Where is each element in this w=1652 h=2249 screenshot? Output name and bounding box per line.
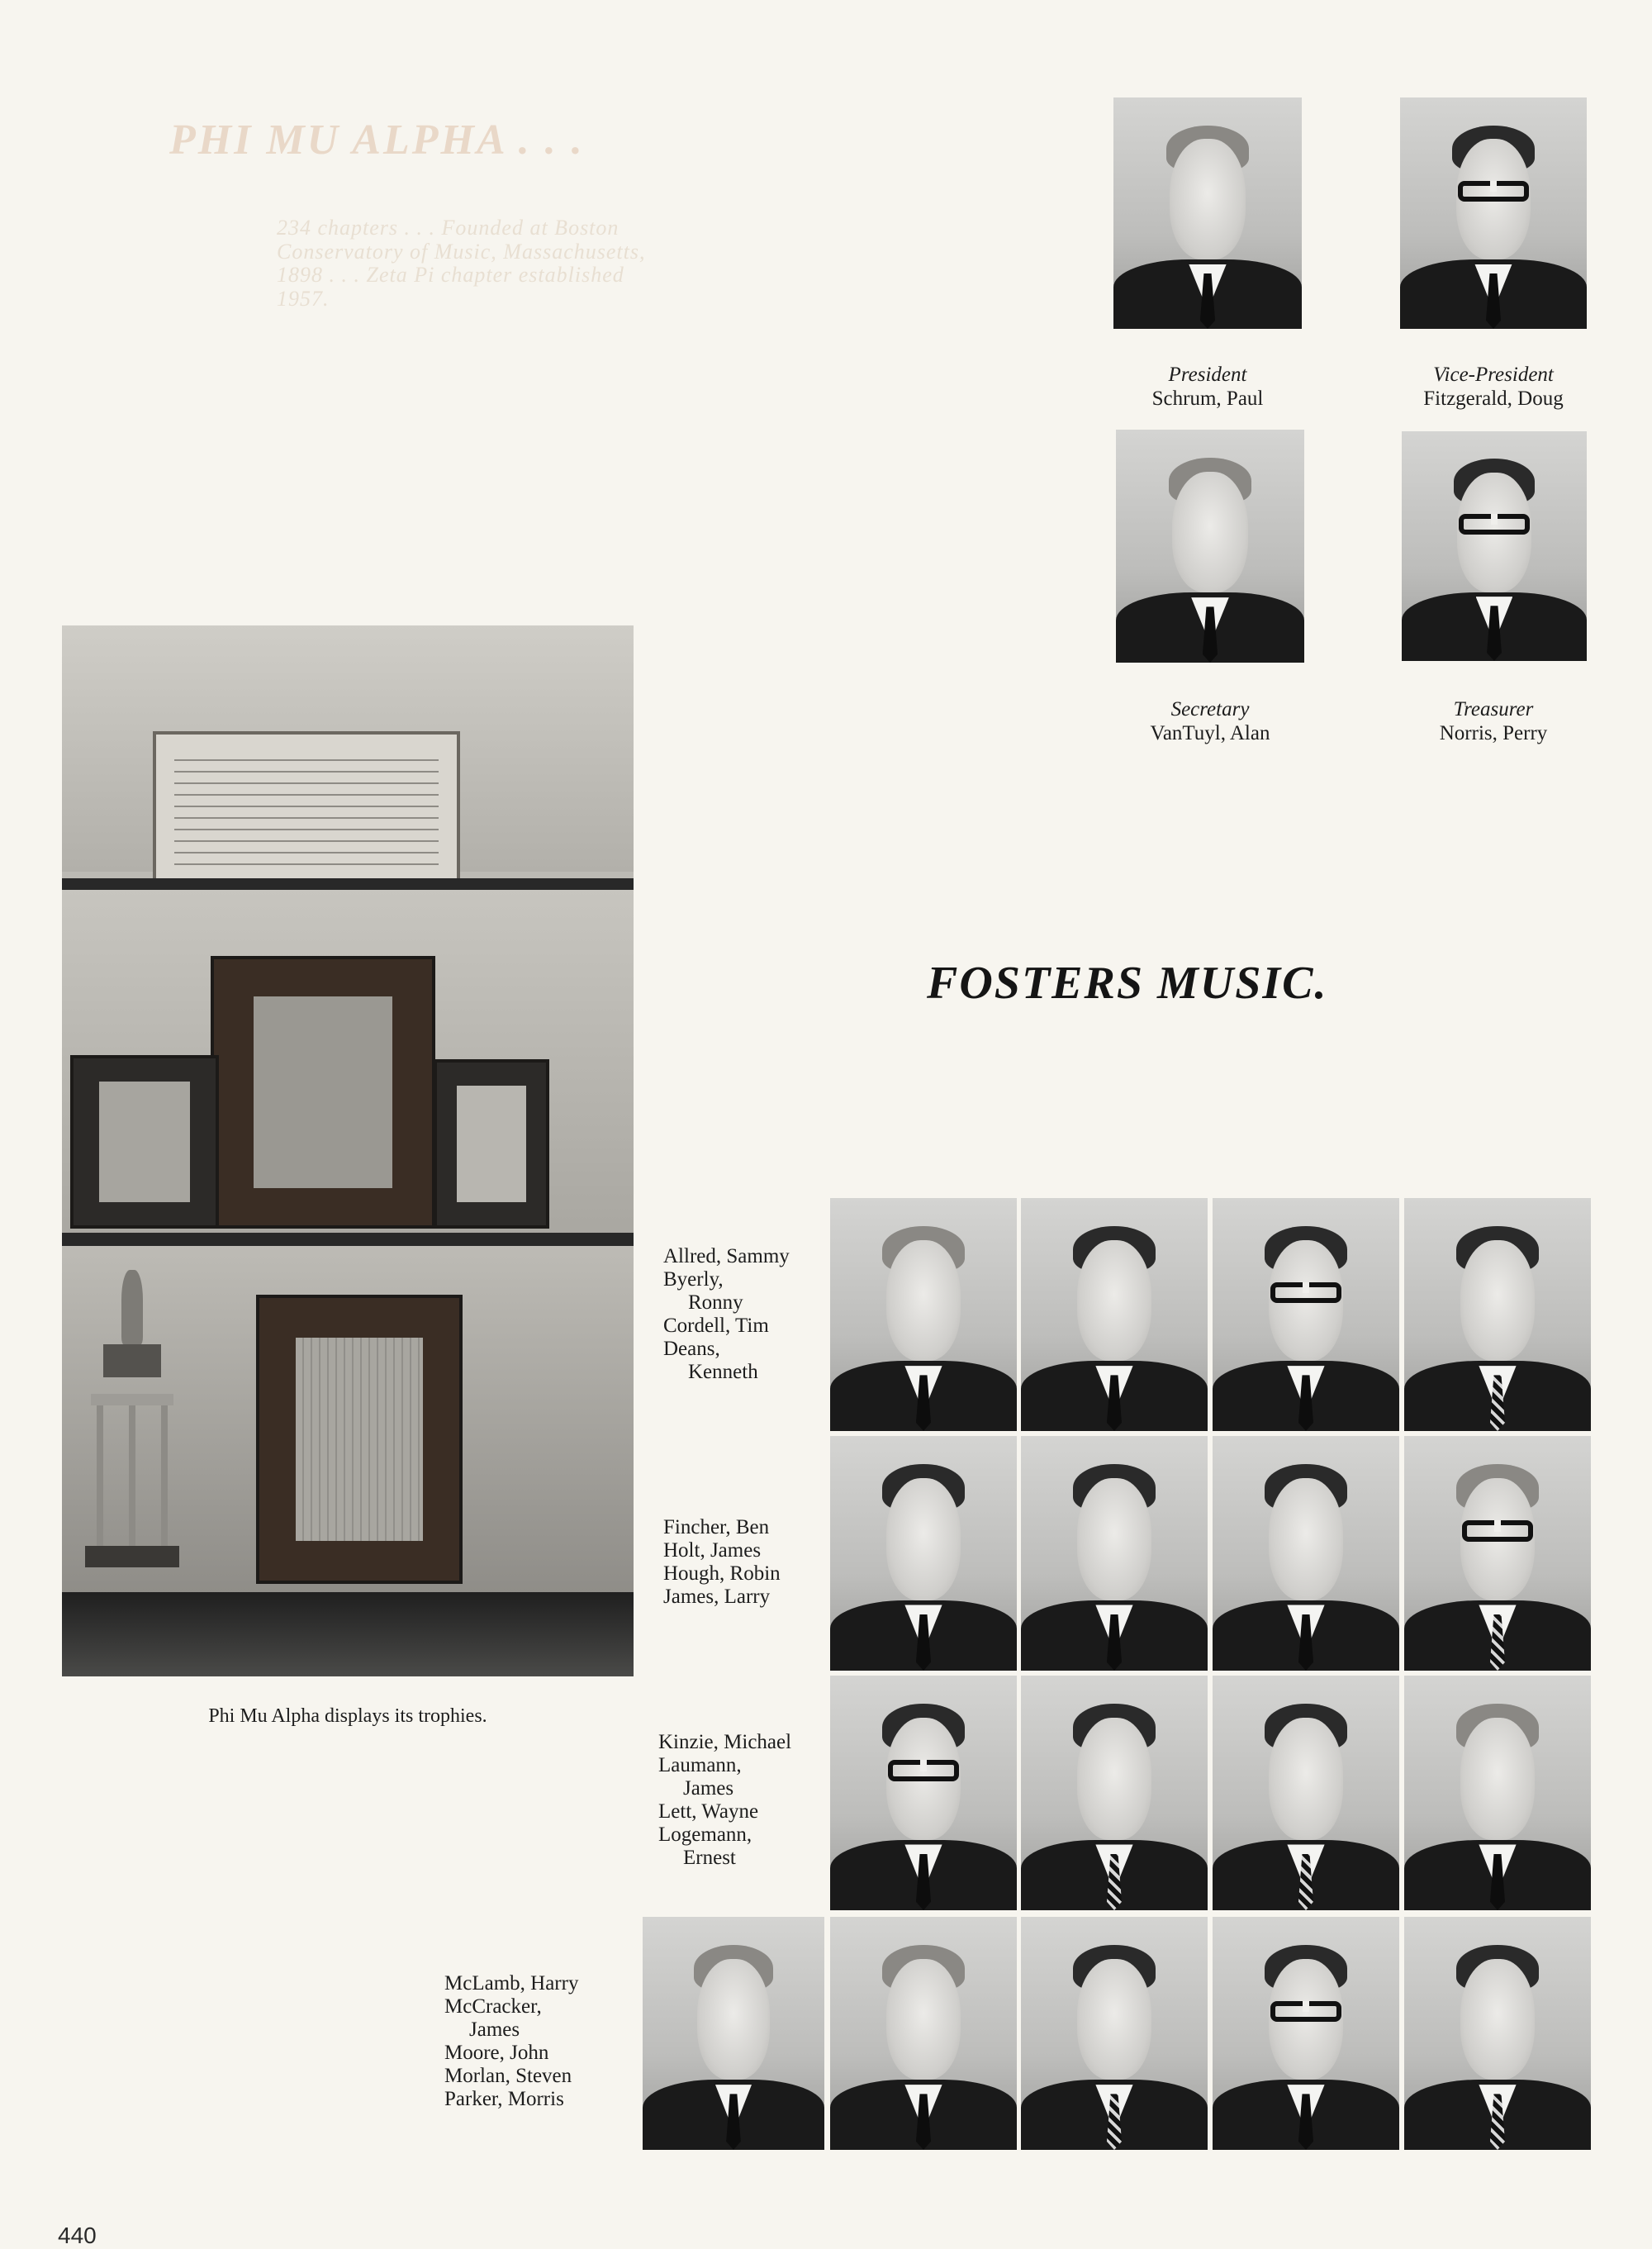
member-portrait bbox=[830, 1198, 1017, 1431]
officer-role: President bbox=[1168, 364, 1247, 386]
officer-caption-vice-president bbox=[1371, 364, 1616, 411]
headline: FOSTERS MUSIC. bbox=[927, 958, 1328, 1009]
display-photo-caption: Phi Mu Alpha displays its trophies. bbox=[208, 1705, 487, 1727]
member-portrait bbox=[1213, 1917, 1399, 2150]
member-name: Allred, Sammy bbox=[663, 1245, 790, 1267]
member-name-cont: James bbox=[469, 2018, 520, 2041]
member-name-cont: Ronny bbox=[688, 1291, 743, 1314]
officer-role: Secretary bbox=[1170, 698, 1250, 720]
member-name: Moore, John bbox=[444, 2042, 549, 2064]
small-plaque bbox=[434, 1059, 549, 1229]
award-plaque bbox=[256, 1295, 463, 1584]
member-name: Parker, Morris bbox=[444, 2088, 564, 2110]
member-name: McLamb, Harry bbox=[444, 1972, 579, 1995]
star-plaque bbox=[211, 956, 435, 1229]
pennant-plaque bbox=[70, 1055, 219, 1229]
chapter-description: 234 chapters . . . Founded at Boston Conservatory of Music, Massachusetts, 1898 . . . Zeta Pi chapter established 1957. bbox=[277, 216, 646, 311]
trophy-display-photo bbox=[62, 625, 634, 1676]
member-name: Byerly, bbox=[663, 1268, 724, 1291]
officer-name: Schrum, Paul bbox=[1151, 387, 1264, 410]
member-name-cont: James bbox=[683, 1777, 734, 1800]
chapter-members-plaque bbox=[153, 731, 460, 890]
trophy bbox=[78, 1270, 186, 1567]
officer-role: Treasurer bbox=[1453, 698, 1534, 720]
officer-caption-president bbox=[1090, 364, 1325, 411]
member-name: Fincher, Ben bbox=[663, 1516, 770, 1538]
member-name: Cordell, Tim bbox=[663, 1315, 769, 1337]
member-portrait bbox=[830, 1436, 1017, 1671]
member-name: Logemann, bbox=[658, 1823, 752, 1846]
member-portrait bbox=[1021, 1676, 1208, 1910]
member-portrait bbox=[830, 1676, 1017, 1910]
member-names-row-1 bbox=[663, 1245, 790, 1384]
member-name: James, Larry bbox=[663, 1586, 771, 1608]
member-portrait bbox=[1213, 1436, 1399, 1671]
member-names-row-2 bbox=[663, 1516, 781, 1609]
member-portrait bbox=[643, 1917, 824, 2150]
member-name-cont: Ernest bbox=[683, 1847, 736, 1869]
page-number: 440 bbox=[58, 2223, 97, 2248]
member-portrait bbox=[1021, 1436, 1208, 1671]
section-title: PHI MU ALPHA . . . bbox=[169, 116, 585, 164]
member-names-row-4 bbox=[444, 1972, 578, 2111]
officer-portrait-vice-president bbox=[1400, 97, 1587, 329]
member-name-cont: Kenneth bbox=[688, 1361, 758, 1383]
member-portrait bbox=[1404, 1198, 1591, 1431]
member-portrait bbox=[1213, 1676, 1399, 1910]
member-portrait bbox=[1404, 1676, 1591, 1910]
officer-portrait-president bbox=[1113, 97, 1302, 329]
member-portrait bbox=[1404, 1436, 1591, 1671]
officer-portrait-secretary bbox=[1116, 430, 1304, 663]
member-name: McCracker, bbox=[444, 1995, 542, 2018]
member-portrait bbox=[1021, 1917, 1208, 2150]
member-name: Lett, Wayne bbox=[658, 1800, 759, 1823]
member-name: Morlan, Steven bbox=[444, 2065, 572, 2087]
officer-name: Fitzgerald, Doug bbox=[1423, 387, 1564, 410]
member-name: Holt, James bbox=[663, 1539, 762, 1562]
officer-caption-treasurer bbox=[1371, 698, 1616, 746]
officer-role: Vice-President bbox=[1433, 364, 1554, 386]
member-portrait bbox=[830, 1917, 1017, 2150]
member-portrait bbox=[1404, 1917, 1591, 2150]
member-name: Kinzie, Michael bbox=[658, 1731, 792, 1753]
officer-name: VanTuyl, Alan bbox=[1150, 721, 1270, 744]
member-portrait bbox=[1213, 1198, 1399, 1431]
member-name: Laumann, bbox=[658, 1754, 742, 1776]
member-name: Hough, Robin bbox=[663, 1562, 781, 1585]
officer-portrait-treasurer bbox=[1402, 431, 1587, 661]
officer-caption-secretary bbox=[1090, 698, 1330, 746]
member-portrait bbox=[1021, 1198, 1208, 1431]
member-name: Deans, bbox=[663, 1338, 720, 1360]
officer-name: Norris, Perry bbox=[1439, 721, 1548, 744]
member-names-row-3 bbox=[658, 1731, 791, 1870]
